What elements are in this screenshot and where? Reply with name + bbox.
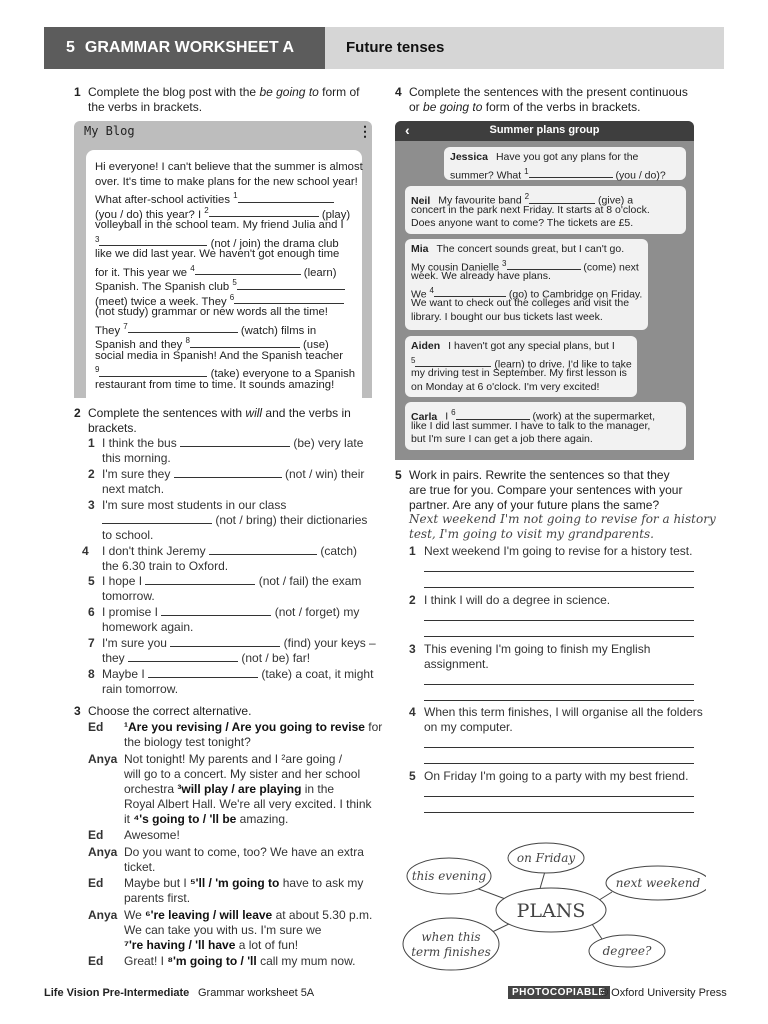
text-segment: (catch) bbox=[317, 544, 358, 558]
mindmap-label: degree? bbox=[602, 944, 652, 958]
text-segment: (find) your keys – bbox=[280, 636, 376, 650]
chat-message-line bbox=[411, 297, 629, 310]
speaker-name: Ed bbox=[88, 720, 104, 734]
answer-alternatives[interactable]: ⁷'re having / 'll have bbox=[124, 937, 236, 952]
text-segment: on Monday at 6 o'clock. I'm very excited! bbox=[411, 380, 600, 393]
blog-line bbox=[95, 349, 343, 363]
writing-line[interactable] bbox=[424, 700, 694, 701]
text-segment: (not / be) far! bbox=[238, 651, 311, 665]
more-options-icon[interactable]: ⋮ bbox=[358, 123, 372, 139]
gap-number: 6 bbox=[451, 408, 456, 417]
footer-book-title: Life Vision Pre-Intermediate bbox=[44, 987, 190, 999]
blog-text-segment: like we did last year. We haven't got enough time bbox=[95, 248, 340, 260]
ex2-item-line bbox=[102, 436, 363, 451]
gap-number: 1 bbox=[233, 191, 238, 200]
answer-blank[interactable] bbox=[128, 322, 238, 333]
blog-text-segment: (not / join) the drama club bbox=[207, 237, 339, 250]
text-segment: week. We already have plans. bbox=[411, 270, 551, 282]
text-segment: Does anyone want to come? The tickets are £5. bbox=[411, 217, 634, 229]
writing-line[interactable] bbox=[424, 636, 694, 637]
chat-message-line bbox=[411, 367, 627, 380]
text-segment: I'm sure most students in our class bbox=[102, 498, 287, 512]
blog-text-segment: Spanish. The Spanish club bbox=[95, 280, 233, 293]
speaker-name: Ed bbox=[88, 954, 104, 968]
answer-blank[interactable] bbox=[209, 544, 317, 555]
text-segment: (go) to Cambridge on Friday. bbox=[505, 288, 643, 300]
answer-blank[interactable] bbox=[180, 436, 290, 447]
text-segment: amazing. bbox=[236, 811, 289, 826]
answer-alternatives[interactable]: ⁴'s going to / 'll be bbox=[133, 811, 237, 826]
text-segment: (not / fail) the exam bbox=[255, 574, 362, 588]
ex5-item-line: On Friday I'm going to a party with my best friend. bbox=[424, 769, 689, 783]
text-segment: I don't think Jeremy bbox=[102, 544, 210, 558]
text-segment: (you / do)? bbox=[612, 169, 666, 181]
dialogue-line: Royal Albert Hall. We're all very excited. I think bbox=[124, 796, 372, 811]
dialogue-line: will go to a concert. My sister and her school bbox=[124, 766, 361, 781]
gap-number: 8 bbox=[185, 336, 190, 345]
ex2-item-line bbox=[102, 574, 361, 589]
plans-mind-map bbox=[396, 836, 706, 976]
ex2-item-line bbox=[102, 467, 364, 482]
answer-blank[interactable] bbox=[174, 467, 282, 478]
answer-blank[interactable] bbox=[170, 636, 280, 647]
ex2-item-line bbox=[102, 451, 171, 466]
ex2-item-line bbox=[102, 620, 193, 635]
text-segment: concert in the park next Friday. It starts at 8 o'clock. bbox=[411, 203, 650, 216]
text-segment: call my mum now. bbox=[256, 954, 356, 968]
blog-text-segment: (learn) bbox=[300, 266, 337, 279]
text-segment: Great! I bbox=[124, 954, 168, 968]
text-segment: I haven't got any special plans, but I bbox=[448, 340, 615, 352]
writing-line[interactable] bbox=[424, 796, 694, 797]
answer-blank[interactable] bbox=[237, 279, 345, 290]
sender-name: Carla bbox=[411, 410, 438, 423]
chat-message-line bbox=[411, 243, 624, 256]
blog-text-segment: (you / do) this year? I bbox=[95, 208, 205, 221]
item-number: 4 bbox=[409, 705, 416, 719]
text-segment: (come) next bbox=[580, 261, 639, 273]
answer-blank[interactable] bbox=[161, 605, 271, 616]
text-segment: I'm sure you bbox=[102, 636, 171, 650]
gap-number: 4 bbox=[190, 263, 195, 273]
ex3-instruction: 3 Choose the correct alternative. bbox=[74, 704, 252, 718]
answer-blank[interactable] bbox=[456, 409, 530, 420]
writing-line[interactable] bbox=[424, 587, 694, 588]
ex5-example: Next weekend I'm not going to revise for a history test, I'm going to visit my grandparents. bbox=[409, 512, 716, 541]
answer-blank[interactable] bbox=[190, 337, 300, 348]
blog-text-segment: (use) bbox=[299, 338, 329, 351]
text-segment: they bbox=[102, 651, 129, 665]
item-number: 3 bbox=[88, 498, 95, 512]
answer-alternatives[interactable]: ⁸'m going to / 'll bbox=[167, 954, 257, 968]
chat-title: Summer plans group bbox=[489, 124, 600, 136]
answer-blank[interactable] bbox=[238, 192, 334, 203]
speaker-name: Ed bbox=[88, 876, 104, 890]
item-number: 5 bbox=[88, 574, 95, 588]
ex2-item-line bbox=[102, 559, 228, 574]
ex2-item-line bbox=[102, 482, 164, 497]
text-segment: We bbox=[411, 288, 430, 300]
text-segment: We bbox=[124, 907, 146, 922]
answer-alternatives[interactable]: ³will play / are playing bbox=[177, 781, 302, 796]
gap-number: 7 bbox=[123, 321, 128, 331]
answer-blank[interactable] bbox=[529, 167, 613, 178]
item-number: 1 bbox=[409, 544, 416, 558]
mindmap-label: next weekend bbox=[615, 876, 701, 890]
gap-number: 6 bbox=[229, 292, 235, 302]
writing-line[interactable] bbox=[424, 812, 694, 813]
gap-number: 2 bbox=[204, 205, 209, 215]
mindmap-label: on Friday bbox=[516, 851, 576, 865]
dialogue-line: Awesome! bbox=[124, 828, 180, 842]
item-number: 6 bbox=[88, 605, 95, 619]
text-segment: have to ask my bbox=[279, 876, 364, 890]
speaker-name: Anya bbox=[88, 751, 118, 766]
sender-name: Jessica bbox=[450, 151, 488, 163]
photocopiable-badge: PHOTOCOPIABLE bbox=[508, 986, 610, 999]
ex2-item-line bbox=[102, 544, 357, 559]
dialogue-line: parents first. bbox=[124, 891, 191, 905]
text-segment: at about 5.30 p.m. bbox=[272, 907, 373, 922]
blog-text-segment: (play) bbox=[318, 208, 351, 221]
blog-text-segment: volleyball in the school team. My friend Julia and I bbox=[95, 219, 344, 231]
blog-line bbox=[95, 305, 328, 319]
answer-blank[interactable] bbox=[145, 574, 255, 585]
blog-line bbox=[95, 218, 344, 232]
text-segment: Maybe but I bbox=[124, 876, 191, 890]
ex5-item-line: Next weekend I'm going to revise for a history test. bbox=[424, 544, 693, 558]
text-segment: I hope I bbox=[102, 574, 146, 588]
blog-line bbox=[95, 247, 339, 261]
mindmap-label: term finishes bbox=[411, 945, 491, 959]
ex5-item-line: This evening I'm going to finish my English bbox=[424, 642, 651, 656]
ex5-item-line: When this term finishes, I will organise all the folders bbox=[424, 705, 703, 719]
sender-name: Aiden bbox=[411, 340, 441, 352]
chat-message-line bbox=[450, 151, 638, 164]
text-segment: but I'm sure I can get a job there again. bbox=[411, 433, 593, 445]
dialogue-line: Not tonight! My parents and I ²are going / bbox=[124, 751, 343, 766]
ex1-instruction: 1 Complete the blog post with the be going to form of the verbs in brackets. bbox=[74, 85, 360, 114]
text-segment: (learn) to drive. I'd like to take bbox=[491, 358, 632, 370]
text-segment: homework again. bbox=[102, 620, 194, 634]
gap-number: 9 bbox=[95, 365, 100, 374]
chat-message-line bbox=[411, 311, 603, 324]
writing-line[interactable] bbox=[424, 620, 694, 621]
text-segment: (not / win) their bbox=[281, 467, 365, 481]
chat-message-line bbox=[411, 270, 551, 283]
answer-blank[interactable] bbox=[434, 286, 506, 297]
gap-number: 5 bbox=[411, 355, 416, 365]
item-number: 7 bbox=[88, 636, 95, 650]
ex2-instruction: 2 Complete the sentences with will and the verbs in brackets. bbox=[74, 406, 351, 435]
back-chevron-icon[interactable]: ‹ bbox=[405, 122, 410, 138]
text-segment: a lot of fun! bbox=[235, 937, 299, 952]
text-segment: I think the bus bbox=[102, 436, 181, 450]
blog-line bbox=[95, 378, 334, 392]
blog-line bbox=[95, 175, 358, 189]
ex2-item-line bbox=[102, 682, 178, 697]
sender-name: Neil bbox=[411, 194, 431, 207]
answer-blank[interactable] bbox=[209, 206, 319, 217]
item-number: 8 bbox=[88, 667, 95, 681]
worksheet-title: 5 GRAMMAR WORKSHEET A bbox=[44, 27, 325, 69]
chat-message-line bbox=[411, 217, 633, 230]
ex2-item-line bbox=[102, 651, 310, 666]
blog-line bbox=[95, 160, 363, 174]
text-segment: (not / forget) my bbox=[271, 605, 360, 619]
answer-blank[interactable] bbox=[415, 356, 491, 367]
text-segment: Maybe I bbox=[102, 667, 149, 681]
answer-blank[interactable] bbox=[102, 513, 212, 524]
chat-message-line bbox=[411, 381, 599, 394]
blog-text-segment: They bbox=[95, 324, 124, 337]
mindmap-center-label: PLANS bbox=[516, 900, 586, 922]
chat-message-line bbox=[411, 340, 615, 353]
writing-line[interactable] bbox=[424, 747, 694, 748]
dialogue-line bbox=[124, 720, 382, 735]
text-segment: for bbox=[364, 720, 383, 734]
speaker-name: Ed bbox=[88, 828, 104, 842]
dialogue-line bbox=[124, 812, 288, 827]
chat-message-line bbox=[411, 433, 593, 446]
ex5-item-line: on my computer. bbox=[424, 720, 513, 734]
text-segment: The concert sounds great, but I can't go. bbox=[436, 243, 625, 255]
text-segment: (not / bring) their dictionaries bbox=[212, 513, 368, 527]
text-segment: this morning. bbox=[102, 451, 171, 465]
blog-text-segment: (take) everyone to a Spanish bbox=[207, 367, 356, 380]
answer-blank[interactable] bbox=[148, 667, 258, 678]
answer-blank[interactable] bbox=[529, 193, 595, 204]
answer-blank[interactable] bbox=[507, 259, 581, 270]
ex4-instruction: 4 Complete the sentences with the present continuous or be going to form of the verbs in brackets. bbox=[395, 85, 688, 114]
answer-alternatives[interactable]: ¹Are you revising / Are you going to revise bbox=[124, 720, 365, 734]
item-number: 4 bbox=[82, 544, 89, 558]
blog-text-segment: (meet) twice a week. They bbox=[95, 295, 230, 308]
dialogue-line bbox=[124, 954, 355, 969]
text-segment: We want to check out the colleges and visit the bbox=[411, 297, 630, 309]
item-number: 2 bbox=[409, 593, 416, 607]
topic-title: Future tenses bbox=[346, 39, 445, 56]
blog-text-segment: for it. This year we bbox=[95, 266, 191, 279]
dialogue-line: Do you want to come, too? We have an extra bbox=[124, 844, 364, 859]
dialogue-line bbox=[124, 782, 334, 797]
item-number: 5 bbox=[409, 769, 416, 783]
item-number: 1 bbox=[88, 436, 95, 450]
text-segment: next match. bbox=[102, 482, 165, 496]
blog-text-segment: restaurant from time to time. It sounds amazing! bbox=[95, 378, 335, 391]
footer-sheet-name: Grammar worksheet 5A bbox=[198, 987, 315, 999]
ex2-item-line bbox=[102, 636, 376, 651]
text-segment: rain tomorrow. bbox=[102, 682, 179, 696]
dialogue-line bbox=[124, 908, 372, 923]
speaker-name: Anya bbox=[88, 907, 118, 922]
text-segment: library. I bought our bus tickets last week. bbox=[411, 310, 603, 323]
ex2-item-line bbox=[102, 513, 367, 528]
text-segment: (give) a bbox=[595, 194, 634, 207]
text-segment: (be) very late bbox=[290, 436, 364, 450]
blog-text-segment: Spanish and they bbox=[95, 338, 186, 351]
ex2-item-line bbox=[102, 667, 373, 682]
writing-line[interactable] bbox=[424, 571, 694, 572]
writing-line[interactable] bbox=[424, 684, 694, 685]
ex5-item-line: I think I will do a degree in science. bbox=[424, 593, 611, 607]
answer-blank[interactable] bbox=[234, 293, 344, 304]
chat-message-line bbox=[411, 420, 650, 433]
answer-blank[interactable] bbox=[99, 235, 207, 246]
dialogue-line bbox=[124, 938, 298, 953]
text-segment: (take) a coat, it might bbox=[258, 667, 374, 681]
ex2-item-line bbox=[102, 589, 155, 604]
text-segment: the 6.30 train to Oxford. bbox=[102, 559, 229, 573]
gap-number: 2 bbox=[524, 192, 530, 201]
gap-number: 4 bbox=[429, 285, 434, 295]
text-segment: My cousin Danielle bbox=[411, 261, 503, 273]
blog-text-segment: over. It's time to make plans for the new school year! bbox=[95, 175, 358, 188]
mindmap-node bbox=[403, 918, 499, 970]
answer-blank[interactable] bbox=[195, 264, 301, 275]
chat-message-line bbox=[411, 204, 650, 217]
gap-number: 3 bbox=[502, 258, 507, 268]
answer-alternatives[interactable]: ⁵'ll / 'm going to bbox=[190, 876, 280, 890]
gap-number: 3 bbox=[95, 234, 100, 244]
ex2-item-line bbox=[102, 605, 359, 620]
text-segment: My favourite band bbox=[438, 194, 525, 207]
ex2-item-line: to school. bbox=[102, 528, 154, 542]
text-segment: I promise I bbox=[102, 605, 162, 619]
blog-text-segment: (watch) films in bbox=[237, 324, 317, 337]
gap-number: 5 bbox=[232, 278, 237, 287]
ex5-instruction: 5 Work in pairs. Rewrite the sentences so that they are true for you. Compare your sentences with your partner. Are any of your future plans the same? bbox=[395, 468, 683, 512]
text-segment: (work) at the supermarket, bbox=[529, 410, 656, 423]
ex5-item-line: assignment. bbox=[424, 657, 489, 671]
answer-blank[interactable] bbox=[99, 366, 207, 377]
text-segment: I bbox=[445, 410, 452, 423]
writing-line[interactable] bbox=[424, 763, 694, 764]
item-number: 2 bbox=[88, 467, 95, 481]
blog-text-segment: (not study) grammar or new words all the time! bbox=[95, 306, 328, 318]
mindmap-label: this evening bbox=[411, 869, 487, 883]
mindmap-label: when this bbox=[421, 930, 481, 944]
answer-alternatives[interactable]: ⁶'re leaving / will leave bbox=[145, 907, 273, 922]
blog-text-segment: Hi everyone! I can't believe that the summer is almost bbox=[95, 161, 363, 173]
footer-copyright: © Oxford University Press bbox=[600, 987, 727, 999]
item-number: 3 bbox=[409, 642, 416, 656]
dialogue-line bbox=[124, 876, 363, 891]
text-segment: orchestra bbox=[124, 781, 178, 796]
dialogue-line: the biology test tonight? bbox=[124, 735, 251, 749]
blog-text-segment: social media in Spanish! And the Spanish teacher bbox=[95, 349, 344, 362]
speaker-name: Anya bbox=[88, 844, 118, 859]
text-segment: in the bbox=[301, 781, 335, 796]
text-segment: like I did last summer. I have to talk to the manager, bbox=[411, 419, 651, 432]
gap-number: 1 bbox=[524, 166, 529, 176]
dialogue-line: We can take you with us. I'm sure we bbox=[124, 922, 322, 937]
text-segment: Have you got any plans for the bbox=[495, 151, 639, 163]
dialogue-line: ticket. bbox=[124, 859, 156, 874]
answer-blank[interactable] bbox=[128, 651, 238, 662]
text-segment: it bbox=[124, 811, 134, 826]
text-segment: my driving test in September. My first lesson is bbox=[411, 367, 627, 379]
text-segment: summer? What bbox=[450, 169, 525, 181]
text-segment: I'm sure they bbox=[102, 467, 174, 481]
blog-text-segment: What after-school activities bbox=[95, 193, 234, 206]
text-segment: tomorrow. bbox=[102, 589, 155, 603]
blog-title: My Blog bbox=[84, 124, 135, 138]
ex2-item-line bbox=[102, 498, 286, 513]
sender-name: Mia bbox=[411, 243, 429, 255]
chat-message-line bbox=[450, 165, 666, 183]
